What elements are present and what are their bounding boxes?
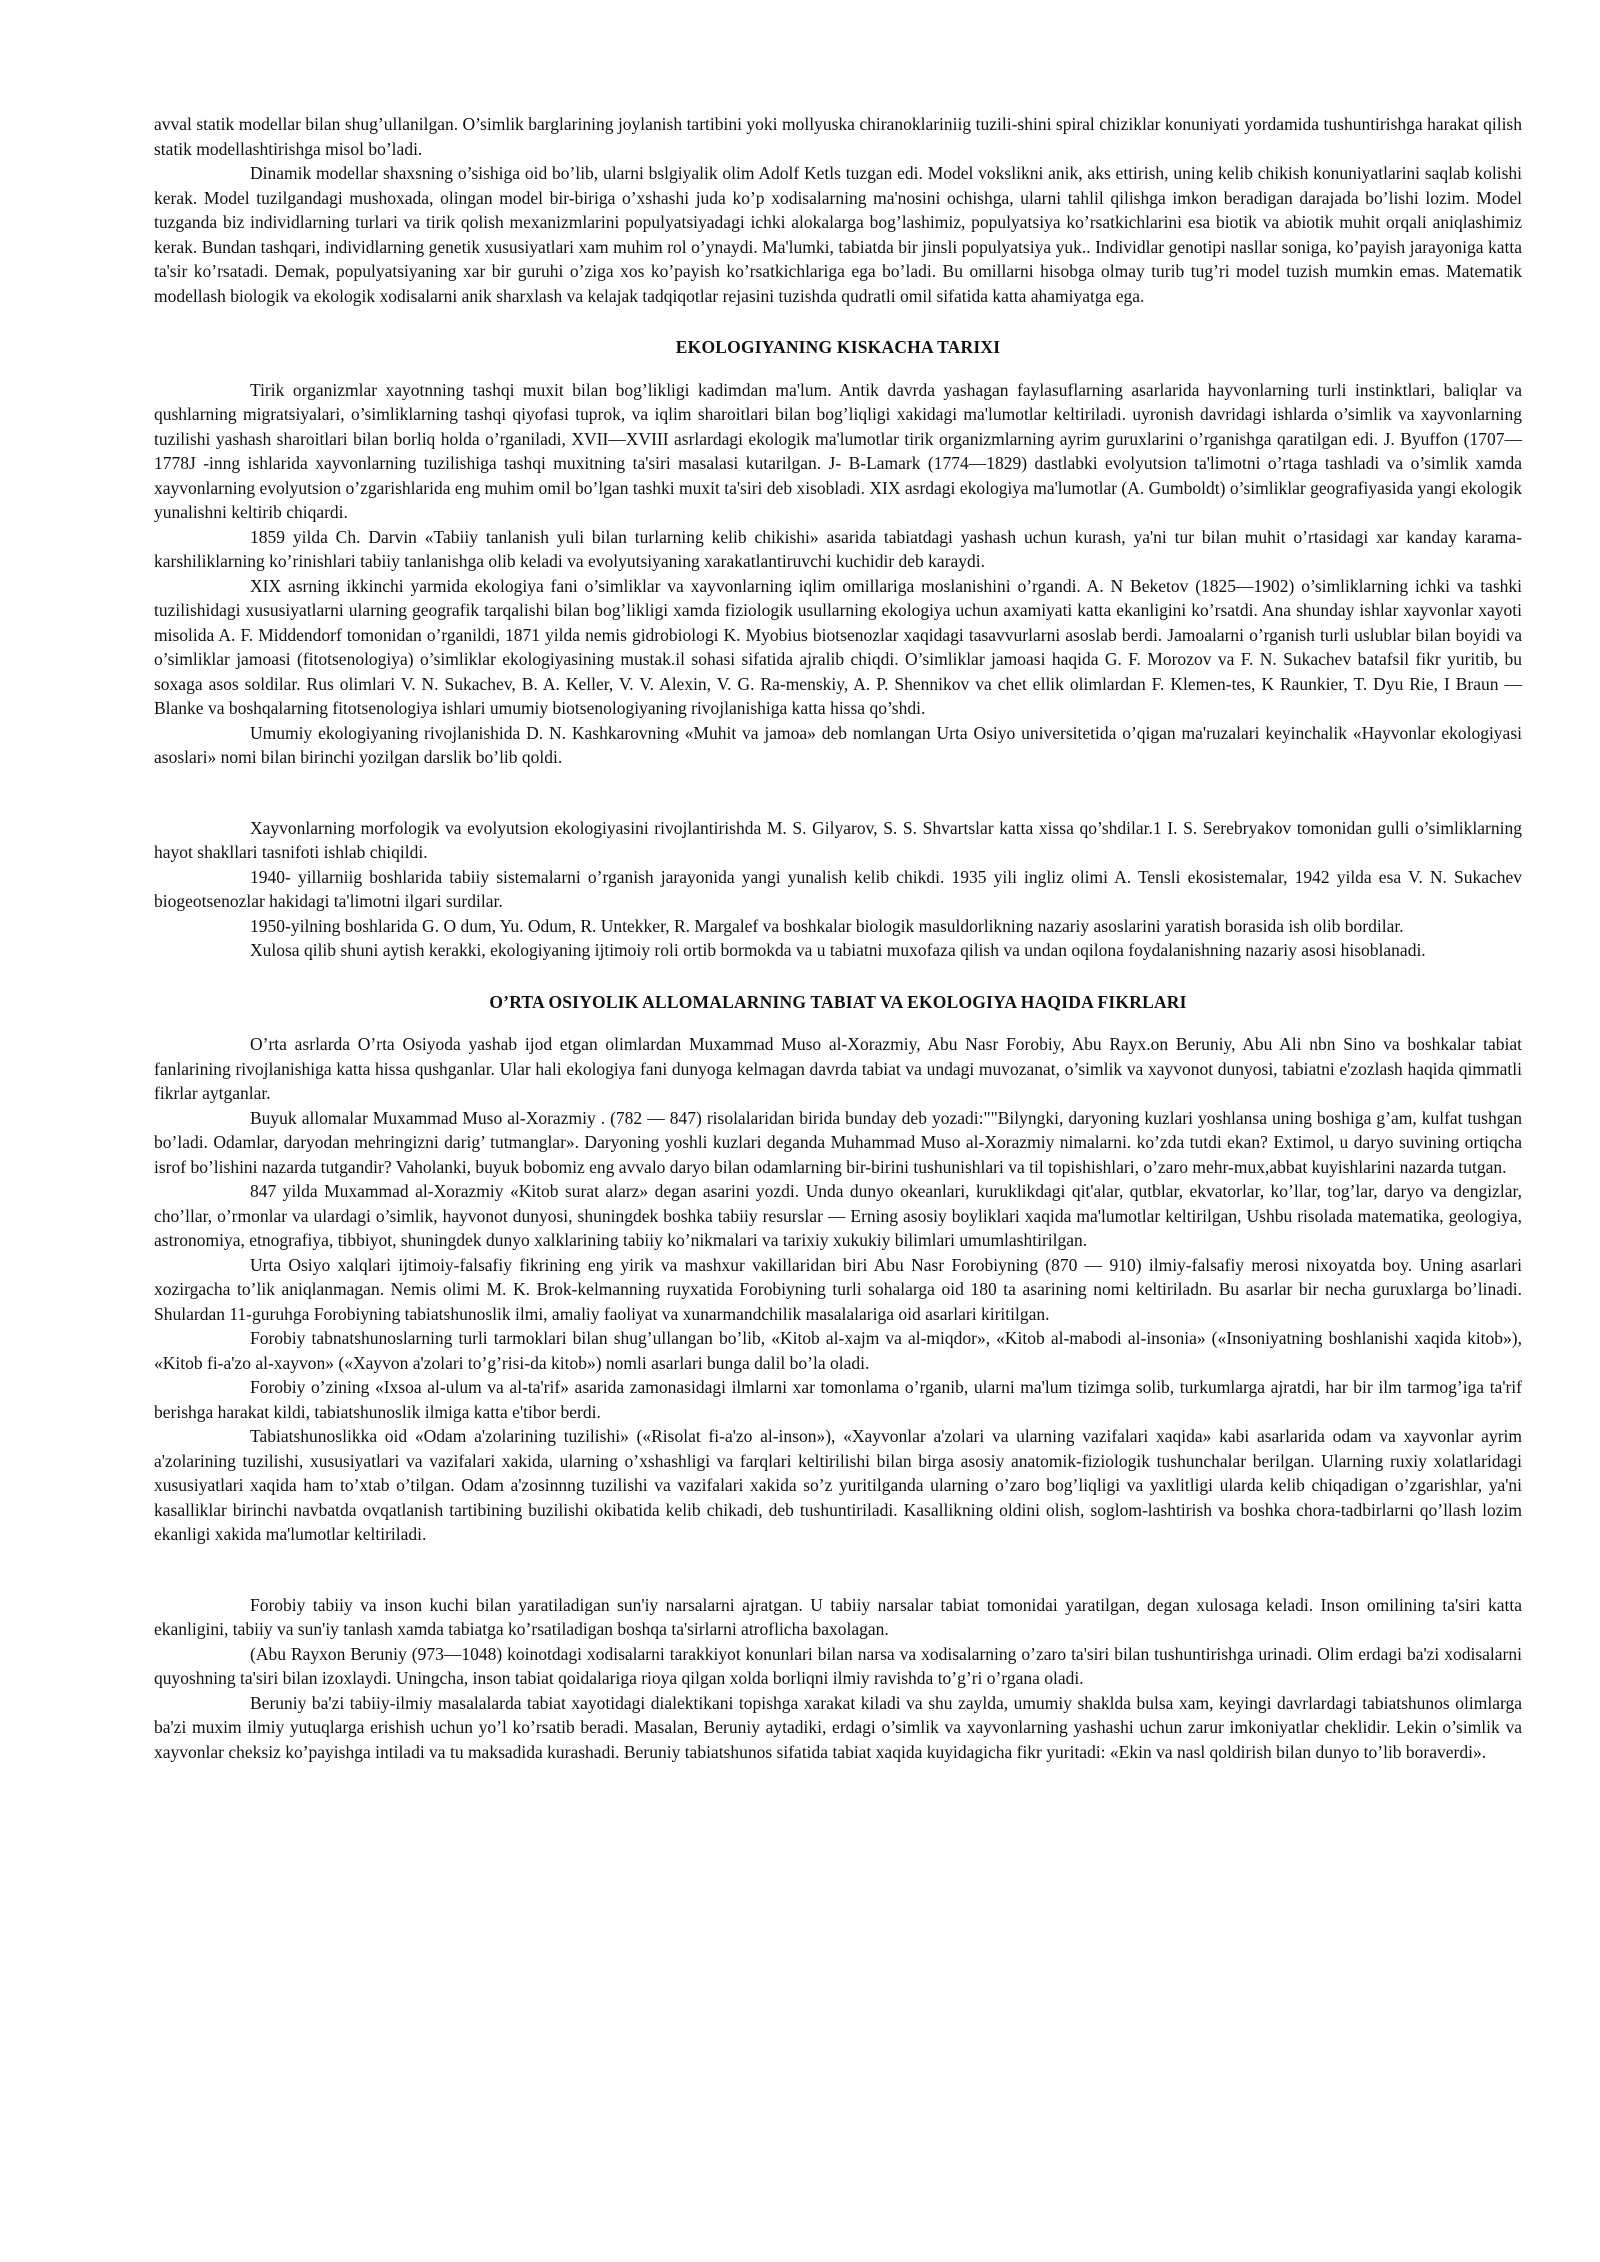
paragraph: Umumiy ekologiyaning rivojlanishida D. N. Kashkarovning «Muhit va jamoa» deb nomlangan Urta Osiyo universitetida o’qigan ma'ruzalari keyinchalik «Hayvonlar ekologiyasi asoslari» nomi bilan birinchi yozilgan darslik bo’lib qoldi.: [154, 722, 1522, 767]
paragraph: avval statik modellar bilan shug’ullanilgan. O’simlik barglarining joylanish tartibini yoki mollyuska chiranoklariniig tuzili-shini spiral chiziklar konuniyati yordamida tushuntirishga harakat qilish statik modellashtirishga misol bo’ladi.: [154, 114, 1522, 159]
paragraph: XIX asrning ikkinchi yarmida ekologiya fani o’simliklar va xayvonlarning iqlim omillariga moslanishini o’rgandi. A. N Beketov (1825—1902) o’simliklarning ichki va tashki tuzilishidagi xususiyatlarni ularning geografik tarqalishi bilan bog’likligi xamda fiziologik usullarning ekologiya uchun axamiyati katta ekanligini ko’rsatdi. Ana shunday ishlar xayvonlar xayoti misolida A. F. Middendorf tomonidan o’rganildi, 1871 yilda nemis gidrobiologi K. Myobius biotsenozlar xaqidagi tasavvurlarni asoslab berdi. Jamoalarni o’rganish turli uslublar bilan boyidi va o’simliklar jamoasi (fitotsenologiya) o’simliklar ekologiyasining mustak.il sohasi sifatida ajralib chiqdi. O’simliklar jamoasi haqida G. F. Morozov va F. N. Sukachev batafsil fikr yuritib, bu soxaga asos soldilar. Rus olimlari V. N. Sukachev, B. A. Keller, V. V. Alexin, V. G. Ra-menskiy, A. P. Shennikov va chet ellik olimlardan F. Klemen-tes, K Raunkier, T. Dyu Rie, I Braun — Blanke va boshqalarning fitotsenologiya ishlari umumiy biotsenologiyaning rivojlanishiga katta hissa qo’shdi.: [154, 575, 1522, 718]
paragraph: Tirik organizmlar xayotnning tashqi muxit bilan bog’likligi kadimdan ma'lum. Antik davrda yashagan faylasuflarning asarlarida hayvonlarning turli instinktlari, baliqlar va qushlarning migratsiyalari, o’simliklarning tashqi qiyofasi tuprok, va iqlim sharoitlari bilan bog’liqligi xakidagi ma'lumotlar keltiriladi. uyronish davridagi ishlarda o’simlik va xayvonlarning tuzilishi yashash sharoitlari bilan borliq holda o’rganiladi, XVII—XVIII asrlardagi ekologik ma'lumotlar tirik organizmlarning ayrim guruxlarini o’rganishga qaratilgan edi. J. Byuffon (1707—1778J -inng ishlarida xayvonlarning tuzilishiga tashqi muxitning ta'siri masalasi kutarilgan. J- B-Lamark (1774—1829) dastlabki evolyutsion ta'limotni o’rtaga tashladi va o’simlik xamda xayvonlarning evolyutsion o’zgarishlarida eng muhim omil bo’lgan tashki muxit ta'siri deb xisobladi. XIX asrdagi ekologiya ma'lumotlar (A. Gumboldt) o’simliklar geografiyasida yangi ekologik yunalishni keltirib chiqardi.: [154, 379, 1522, 522]
paragraph: O’rta asrlarda O’rta Osiyoda yashab ijod etgan olimlardan Muxammad Muso al-Xorazmiy, Abu Nasr Forobiy, Abu Rayx.on Beruniy, Abu Ali nbn Sino va boshkalar tabiat fanlarining rivojlanishiga katta hissa qushganlar. Ular hali ekologiya fani dunyoga kelmagan davrda tabiat va undagi muvozanat, o’simlik va xayvonot dunyosi, tabiatni e'zozlash haqida qimmatli fikrlar aytganlar.: [154, 1034, 1522, 1103]
paragraph: Xayvonlarning morfologik va evolyutsion ekologiyasini rivojlantirishda M. S. Gilyarov, S. S. Shvartslar katta xissa qo’shdilar.1 I. S. Serebryakov tomonidan gulli o’simliklarning hayot shakllari tasnifoti ishlab chiqildi.: [154, 817, 1522, 862]
paragraph: Tabiatshunoslikka oid «Odam a'zolarining tuzilishi» («Risolat fi-a'zo al-inson»), «Xayvonlar a'zolari va ularning vazifalari xaqida» kabi asarlarida odam va xayvonlar ayrim a'zolarining tuzilishi, xususiyatlari va vazifalari xakida, ularning o’xshashligi va farqlari keltirilishi bilan birga asosiy anatomik-fiziologik tushunchalar berilgan. Ularning ruxiy xolatlaridagi xususiyatlari xaqida ham to’xtab o’tilgan. Odam a'zosinnng tuzilishi va vazifalari xakida so’z yuritilganda ularning o’zaro bog’liqligi va yaxlitligi ularda kelib chiqadigan o’zgarishlar, ya'ni kasalliklar birinchi navbatda ovqatlanish tartibining buzilishi okibatida kelib chikadi, deb tushuntiriladi. Kasallikning oldini olish, soglom-lashtirish va boshka chora-tadbirlarni qo’llash lozim ekanligi xakida ma'lumotlar keltiriladi.: [154, 1426, 1522, 1544]
paragraph: Beruniy ba'zi tabiiy-ilmiy masalalarda tabiat xayotidagi dialektikani topishga xarakat kiladi va shu zaylda, umumiy shaklda bulsa xam, keyingi davrlardagi tabiatshunos olimlarga ba'zi muxim ilmiy yutuqlarga erishish uchun yo’l ko’rsatib beradi. Masalan, Beruniy aytadiki, erdagi o’simlik va xayvonlarning yashashi uchun zarur imkoniyatlar cheklidir. Lekin o’simlik va xayvonlar cheksiz ko’payishga intiladi va tu maksadida kurashadi. Beruniy tabiatshunos sifatida tabiat xaqida kuyidagicha fikr yuritadi: «Ekin va nasl qoldirish bilan dunyo to’lib boraverdi».: [154, 1692, 1522, 1762]
section-modeling: [154, 112, 1522, 308]
paragraph: 1950-yilning boshlarida G. O dum, Yu. Odum, R. Untekker, R. Margalef va boshkalar biologik masuldorlikning nazariy asoslarini yaratish borasida ish olib bordilar.: [250, 915, 1404, 936]
paragraph-gap: [154, 1547, 1522, 1593]
document-page: [154, 112, 1522, 1764]
paragraph: Forobiy o’zining «Ixsoa al-ulum va al-ta'rif» asarida zamonasidagi ilmlarni xar tomonlama o’rganib, ularni ma'lum tizimga solib, turkumlarga ajratdi, har bir ilm tarmog’iga ta'rif berishga harakat kildi, tabiatshunoslik ilmiga katta e'tibor berdi.: [154, 1377, 1522, 1422]
section-ecology-history: [154, 335, 1522, 963]
paragraph: Dinamik modellar shaxsning o’sishiga oid bo’lib, ularni bslgiyalik olim Adolf Ketls tuzgan edi. Model vokslikni anik, aks ettirish, uning kelib chikish konuniyatlarini saqlab kolishi kerak. Model tuzilgandagi mushoxada, olingan model bir-biriga o’xshashi juda ko’p xodisalarning ma'nosini ochishga, ularni tahlil qilishga imkon beradigan darajada bo’lishi lozim. Model tuzganda biz individlarning turlari va tirik qolish mexanizmlarini populyatsiyadagi ichki alokalarga bog’lashimiz, populyatsiya ko’rsatkichlarini esa biotik va abiotik muhit orqali aniqlashimiz kerak. Bundan tashqari, individlarning genetik xususiyatlari xam muhim rol o’ynaydi. Ma'lumki, tabiatda bir jinsli populyatsiya yuk.. Individlar genotipi nasllar soniga, ko’payish jarayoniga katta ta'sir ko’rsatadi. Demak, populyatsiyaning xar bir guruhi o’ziga xos ko’payish ko’rsatkichlariga ega bo’ladi. Bu omillarni hisobga olmay turib tug’ri model tuzish mumkin emas. Matematik modellash biologik va ekologik xodisalarni anik sharxlash va kelajak tadqiqotlar rejasini tuzishda qudratli omil sifatida katta ahamiyatga ega.: [154, 163, 1522, 306]
paragraph: Forobiy tabnatshunoslarning turli tarmoklari bilan shug’ullangan bo’lib, «Kitob al-xajm va al-miqdor», «Kitob al-mabodi al-insonia» («Insoniyatning boshlanishi xaqida kitob»), «Kitob fi-a'zo al-xayvon» («Xayvon a'zolari to’g’risi-da kitob») nomli asarlari bunga dalil bo’la oladi.: [154, 1328, 1522, 1373]
paragraph: 1940- yillarniig boshlarida tabiiy sistemalarni o’rganish jarayonida yangi yunalish kelib chikdi. 1935 yili ingliz olimi A. Tensli ekosistemalar, 1942 yilda esa V. N. Sukachev biogeotsenozlar hakidagi ta'limotni ilgari surdilar.: [154, 866, 1522, 911]
section-heading: EKOLOGIYANING KISKACHA TARIXI: [675, 337, 1001, 357]
paragraph: Buyuk allomalar Muxammad Muso al-Xorazmiy . (782 — 847) risolalaridan birida bunday deb yozadi:""Bilyngki, daryoning kuzlari yoshlansa uning boshiga g’am, kulfat tushgan bo’ladi. Odamlar, daryodan mehringizni darig’ tutmanglar». Daryoning yoshli kuzlari deganda Muhammad Muso al-Xorazmiy nimalarni. ko’zda tutdi ekan? Extimol, u daryo suvining ortiqcha isrof bo’lishini nazarda tutgandir? Vaholanki, buyuk bobomiz eng avvalo daryo bilan odamlarning bir-birini tushunishlari va til topishishlari, o’zaro mehr-mux,abbat kuyishlarini nazarda tutgan.: [154, 1107, 1522, 1177]
paragraph: (Abu Rayxon Beruniy (973—1048) koinotdagi xodisalarni tarakkiyot konunlari bilan narsa va xodisalarning o’zaro ta'siri bilan tushuntirishga urinadi. Olim erdagi ba'zi xodisalarni quyoshning ta'siri bilan izoxlaydi. Uningcha, inson tabiat qoidalariga rioya qilgan xolda borliqni ilmiy ravishda to’g’ri o’rgana oladi.: [154, 1643, 1522, 1688]
paragraph: Xulosa qilib shuni aytish kerakki, ekologiyaning ijtimoiy roli ortib bormokda va u tabiatni muxofaza qilish va undan oqilona foydalanishning nazariy asosi hisoblanadi.: [250, 940, 1426, 960]
paragraph: 1859 yilda Ch. Darvin «Tabiiy tanlanish yuli bilan turlarning kelib chikishi» asarida tabiatdagi yashash uchun kurash, ya'ni tur bilan muhit o’rtasidagi xar kanday karama-karshiliklarning ko’rinishlari tabiiy tanlanishga olib keladi va evolyutsiyaning xarakatlantiruvchi kuchidir deb karaydi.: [154, 526, 1522, 571]
paragraph: Urta Osiyo xalqlari ijtimoiy-falsafiy fikrining eng yirik va mashxur vakillaridan biri Abu Nasr Forobiyning (870 — 910) ilmiy-falsafiy merosi nixoyatda boy. Uning asarlari xozirgacha to’lik aniqlanmagan. Nemis olimi M. K. Brok-kelmanning ruyxatida Forobiyning turli sohalarga oid 180 ta asarining nomi keltiriladn. Bu asarlar bir necha guruxlarga bo’linadi. Shulardan 11-guruhga Forobiyning tabiatshunoslik ilmi, amaliy faoliyat va xunarmandchilik masalalariga oid asarlari kiritilgan.: [154, 1254, 1522, 1324]
paragraph: 847 yilda Muxammad al-Xorazmiy «Kitob surat alarz» degan asarini yozdi. Unda dunyo okeanlari, kuruklikdagi qit'alar, qutblar, ekvatorlar, ko’llar, tog’lar, daryo va dengizlar, cho’llar, o’rmonlar va ulardagi o’simlik, hayvonot dunyosi, shuningdek boshka tabiiy resurslar — Erning asosiy boyliklari xaqida ma'lumotlar keltirilgan, Ushbu risolada matematika, geologiya, astronomiya, etnografiya, tibbiyot, shuningdek dunyo xalklarining tabiiy ko’nikmalari va tarixiy xukukiy bilimlari umumlashtirilgan.: [154, 1181, 1522, 1250]
paragraph: Forobiy tabiiy va inson kuchi bilan yaratiladigan sun'iy narsalarni ajratgan. U tabiiy narsalar tabiat tomonidai yaratilgan, degan xulosaga keladi. Inson omilining ta'siri katta ekanligini, tabiiy va sun'iy tanlash xamda tabiatga ko’rsatiladigan boshqa ta'sirlarni atroflicha baxolagan.: [154, 1594, 1522, 1639]
paragraph-gap: [154, 770, 1522, 816]
section-heading: O’RTA OSIYOLIK ALLOMALARNING TABIAT VA EKOLOGIYA HAQIDA FIKRLARI: [489, 991, 1187, 1012]
section-central-asian-scholars: [154, 990, 1522, 1765]
